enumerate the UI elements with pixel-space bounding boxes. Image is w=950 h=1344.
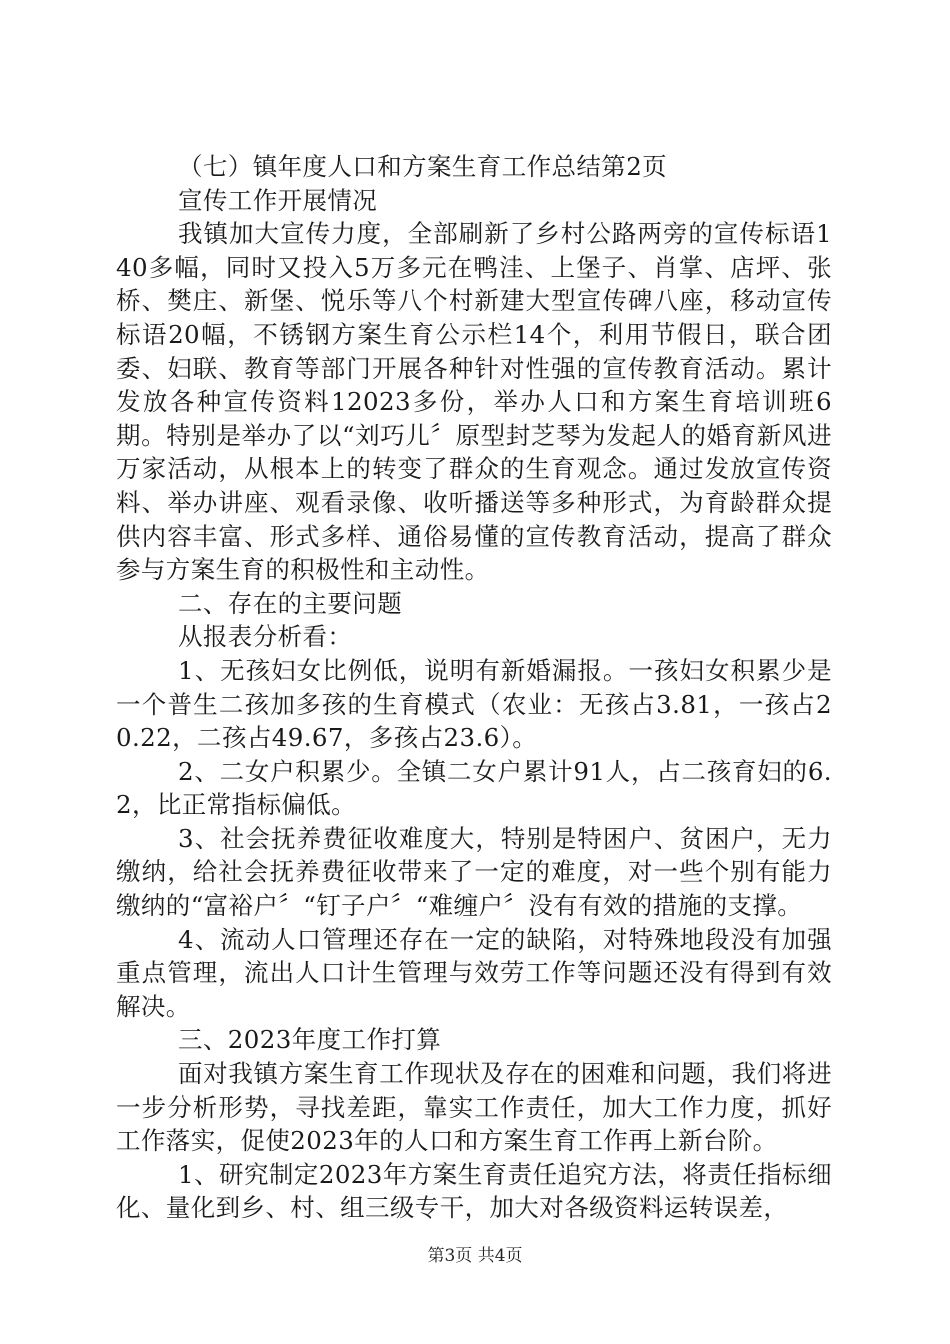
body-paragraph: 面对我镇方案生育工作现状及存在的困难和问题，我们将进一步分析形势，寻找差距，靠实工作责任，加大工作力度，抓好工作落实，促使2023年的人口和方案生育工作再上新台阶。 [116,1059,832,1156]
body-paragraph: 我镇加大宣传力度，全部刷新了乡村公路两旁的宣传标语140多幅，同时又投入5万多元在鸭洼、上堡子、肖掌、店坪、张桥、樊庄、新堡、悦乐等八个村新建大型宣传碑八座，移动宣传标语20幅，不锈钢方案生育公示栏14个，利用节假日，联合团委、妇联、教育等部门开展各种针对性强的宣传教育活动。累计发放各种宣传资料12023多份，举办人口和方案生育培训班6期。特别是举办了以“刘巧儿〞原型封芝琴为发起人的婚育新风进万家活动，从根本上的转变了群众的生育观念。通过发放宣传资料、举办讲座、观看录像、收听播送等多种形式，为育龄群众提供内容丰富、形式多样、通俗易懂的宣传教育活动，提高了群众参与方案生育的积极性和主动性。 [116,219,832,585]
subsection-heading: 宣传工作开展情况 [178,185,378,215]
section-heading: 三、2023年度工作打算 [178,1025,442,1055]
list-item: 4、流动人口管理还存在一定的缺陷，对特殊地段没有加强重点管理，流出人口计生管理与效劳工作等问题还没有得到有效解决。 [116,924,832,1021]
list-item: 2、二女户积累少。全镇二女户累计91人，占二孩育妇的6.2，比正常指标偏低。 [116,756,832,820]
section-heading: 二、存在的主要问题 [178,588,403,618]
document-body [116,150,832,1225]
page-footer: 第3页 共4页 [427,1246,523,1266]
list-item: 1、无孩妇女比例低，说明有新婚漏报。一孩妇女积累少是一个普生二孩加多孩的生育模式（农业：无孩占3.81，一孩占20.22，二孩占49.67，多孩占23.6）。 [116,655,832,753]
section-heading: （七）镇年度人口和方案生育工作总结第2页 [178,152,668,181]
body-paragraph: 从报表分析看： [178,622,353,652]
list-item: 1、研究制定2023年方案生育责任追究方法，将责任指标细化、量化到乡、村、组三级专干，加大对各级资料运转误差， [116,1159,832,1223]
list-item: 3、社会抚养费征收难度大，特别是特困户、贫困户，无力缴纳，给社会抚养费征收带来了一定的难度，对一些个别有能力缴纳的“富裕户〞“钉子户〞“难缠户〞没有有效的措施的支撑。 [116,823,832,921]
